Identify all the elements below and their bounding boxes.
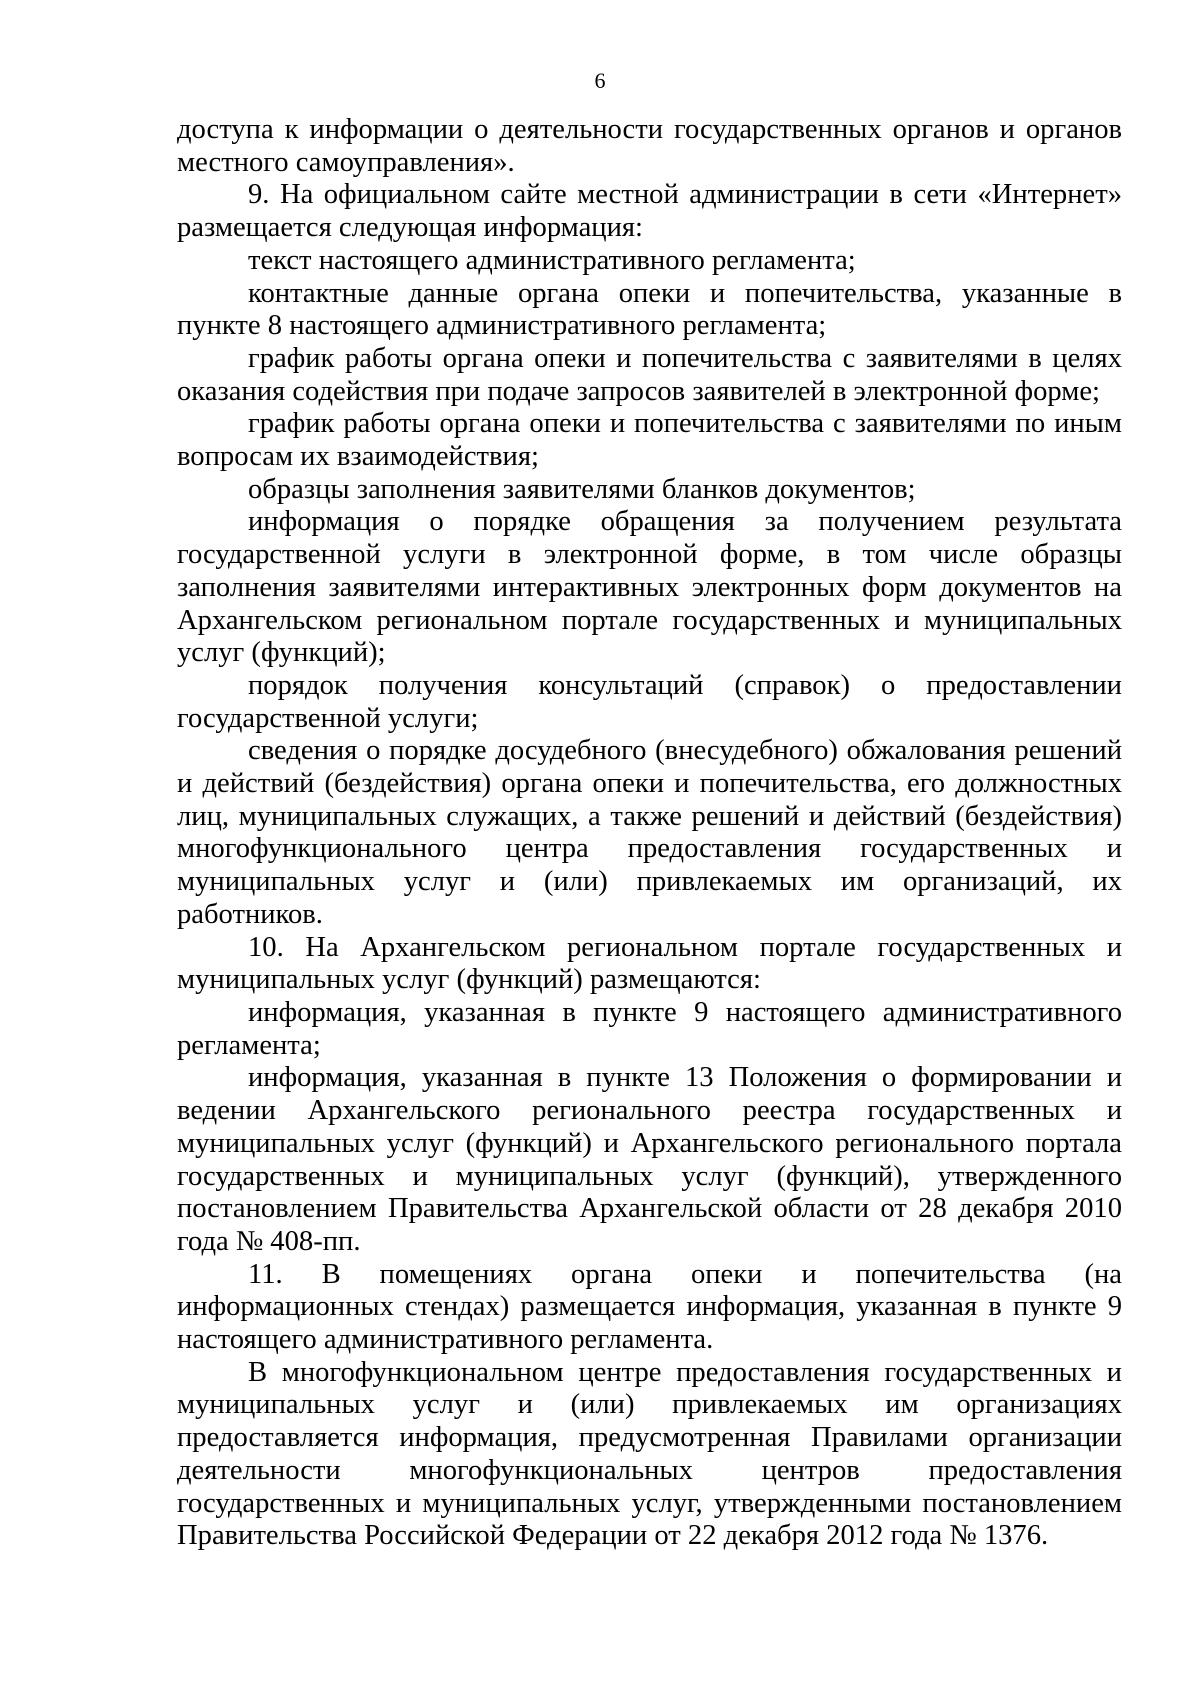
paragraph-electronic-procedure: информация о порядке обращения за получением результата государственной услуги в электронной форме, в том числе образцы заполнения заявителями интерактивных электронных форм документов на Архангельском региональном портале государственных и муниципальных услуг (функций); — [177, 506, 1122, 669]
paragraph-item-9-reference: информация, указанная в пункте 9 настоящего административного регламента; — [177, 996, 1122, 1061]
paragraph-consultation-order: порядок получения консультаций (справок) о предоставлении государственной услуги; — [177, 669, 1122, 734]
page-number: 6 — [594, 68, 606, 93]
paragraph-continuation: доступа к информации о деятельности государственных органов и органов местного самоуправления». — [177, 114, 1122, 178]
paragraph-mfc-info: В многофункциональном центре предоставления государственных и муниципальных услуг и (или) привлекаемых им организациях предоставляется информация, предусмотренная Правилами организации деятельности многофункциональных центров предоставления государственных и муниципальных услуг, утвержденными постановлением Правительства Российской Федерации от 22 декабря 2012 года № 1376. — [177, 1356, 1122, 1552]
paragraph-item-9: 9. На официальном сайте местной администрации в сети «Интернет» размещается следующая информация: — [177, 179, 1122, 244]
paragraph-form-samples: образцы заполнения заявителями бланков документов; — [248, 473, 916, 505]
paragraph-item-11: 11. В помещениях органа опеки и попечительства (на информационных стендах) размещается информация, указанная в пункте 9 настоящего административного регламента. — [177, 1258, 1122, 1356]
paragraph-schedule-other: график работы органа опеки и попечительства с заявителями по иным вопросам их взаимодействия; — [177, 408, 1122, 473]
paragraph-appeal-info: сведения о порядке досудебного (внесудебного) обжалования решений и действий (бездействия) органа опеки и попечительства, его должностных лиц, муниципальных служащих, а также решений и действий (бездействия) многофункционального центра предоставления государственных и муниципальных услуг и (или) привлекаемых им организаций, их работников. — [177, 735, 1122, 930]
paragraph-schedule-electronic: график работы органа опеки и попечительства с заявителями в целях оказания содействия при подаче запросов заявителей в электронной форме; — [177, 342, 1122, 407]
paragraph-regulation-text: текст настоящего административного регламента; — [248, 244, 856, 276]
document-body — [177, 114, 1122, 1553]
paragraph-item-13-reference: информация, указанная в пункте 13 Положения о формировании и ведении Архангельского регионального реестра государственных и муниципальных услуг (функций) и Архангельского регионального портала государственных и муниципальных услуг (функций), утвержденного постановлением Правительства Архангельской области от 28 декабря 2010 года № 408-пп. — [177, 1062, 1122, 1257]
paragraph-item-10: 10. На Архангельском региональном портале государственных и муниципальных услуг (функций) размещаются: — [177, 931, 1122, 996]
paragraph-contact-data: контактные данные органа опеки и попечительства, указанные в пункте 8 настоящего административного регламента; — [177, 277, 1122, 342]
